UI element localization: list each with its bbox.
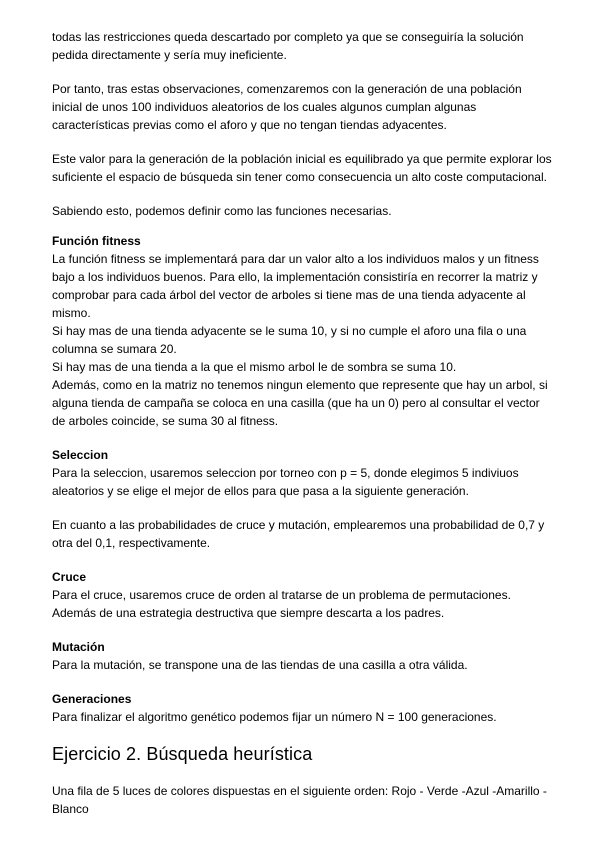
paragraph-valor-poblacion: Este valor para la generación de la población inicial es equilibrado ya que permite explorar los suficiente el espacio de búsqueda sin tener como consecuencia un alto coste computacional.	[52, 152, 552, 184]
heading-funcion-fitness: Función fitness	[52, 234, 141, 248]
ejercicio2-text: Una fila de 5 luces de colores dispuestas en el siguiente orden: Rojo - Verde -Azul -Amarillo - Blanco	[52, 784, 547, 816]
paragraph-poblacion-inicial: Por tanto, tras estas observaciones, comenzaremos con la generación de una población inicial de unos 100 individuos aleatorios de los cuales algunos cumplan algunas características previas como el aforo y que no tengan tiendas adyacentes.	[52, 82, 522, 132]
heading-mutacion: Mutación	[52, 640, 105, 654]
fitness-text-1: La función fitness se implementará para dar un valor alto a los individuos malos y un fitness bajo a los individuos buenos. Para ello, la implementación consistiría en recorrer la matriz y comprobar para cada árbol del vector de arboles si tiene mas de una tienda adyacente al mismo.	[52, 252, 539, 320]
document-page	[52, 28, 552, 818]
paragraph-restricciones: todas las restricciones queda descartado por completo ya que se conseguiría la solución pedida directamente y sería muy ineficiente.	[52, 30, 524, 62]
fitness-text-4: Además, como en la matriz no tenemos ningun elemento que represente que hay un arbol, si alguna tienda de campaña se coloca en una casilla (que ha un 0) pero al consultar el vector de arboles coincide, se suma 30 al fitness.	[52, 378, 548, 428]
heading-generaciones: Generaciones	[52, 692, 132, 706]
fitness-text-2: Si hay mas de una tienda adyacente se le suma 10, y si no cumple el aforo una fila o una columna se sumara 20.	[52, 324, 527, 356]
paragraph-probabilidades: En cuanto a las probabilidades de cruce y mutación, emplearemos una probabilidad de 0,7 y otra del 0,1, respectivamente.	[52, 518, 545, 550]
fitness-text-3: Si hay mas de una tienda a la que el mismo arbol le de sombra se suma 10.	[52, 360, 457, 374]
mutacion-text: Para la mutación, se transpone una de las tiendas de una casilla a otra válida.	[52, 658, 468, 672]
paragraph-funciones: Sabiendo esto, podemos definir como las funciones necesarias.	[52, 204, 392, 218]
seleccion-text: Para la seleccion, usaremos seleccion por torneo con p = 5, donde elegimos 5 indiviuos aleatorios y se elige el mejor de ellos para que pasa a la siguiente generación.	[52, 466, 519, 498]
heading-seleccion: Seleccion	[52, 448, 109, 462]
generaciones-text: Para finalizar el algoritmo genético podemos fijar un número N = 100 generaciones.	[52, 710, 497, 724]
heading-ejercicio-2: Ejercicio 2. Búsqueda heurística	[52, 744, 313, 764]
cruce-text: Para el cruce, usaremos cruce de orden al tratarse de un problema de permutaciones. Además de una estrategia destructiva que siempre descarta a los padres.	[52, 588, 511, 620]
heading-cruce: Cruce	[52, 570, 87, 584]
